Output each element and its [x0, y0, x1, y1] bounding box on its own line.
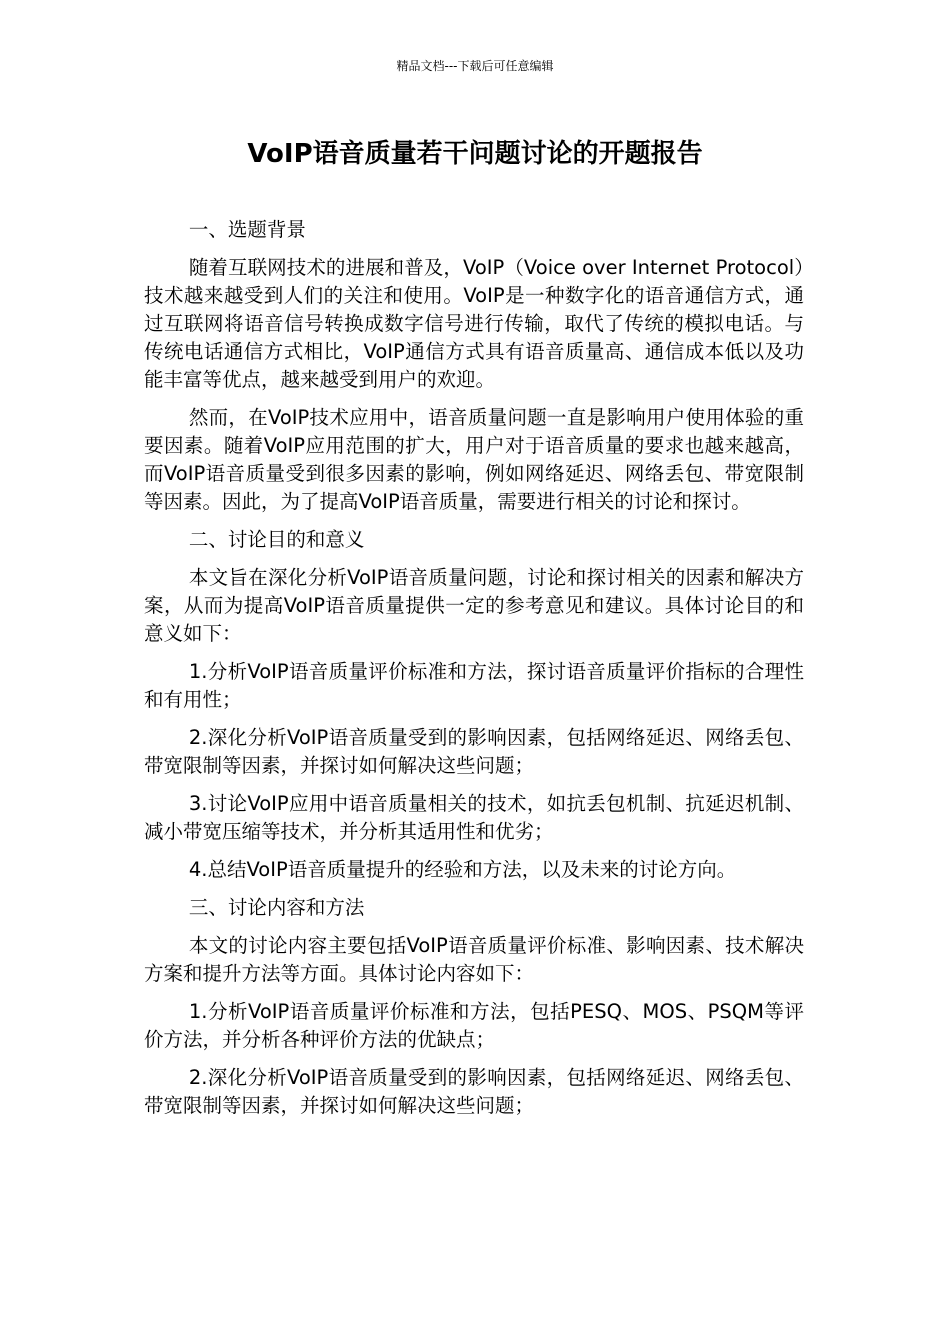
section-heading-background: 一、选题背景: [188, 218, 306, 241]
list-item-purpose-2: 2.深化分析VoIP语音质量受到的影响因素，包括网络延迟、网络丢包、带宽限制等因素，并探讨如何解决这些问题；: [144, 726, 804, 777]
list-item-content-1: 1.分析VoIP语音质量评价标准和方法，包括PESQ、MOS、PSQM等评价方法，并分析各种评价方法的优缺点；: [144, 1000, 804, 1051]
document-body: [144, 216, 804, 1130]
document-title: VoIP语音质量若干问题讨论的开题报告: [247, 139, 703, 169]
section-heading-purpose: 二、讨论目的和意义: [188, 528, 365, 551]
list-item-content-2: 2.深化分析VoIP语音质量受到的影响因素，包括网络延迟、网络丢包、带宽限制等因素，并探讨如何解决这些问题；: [144, 1066, 804, 1117]
paragraph-purpose-intro: 本文旨在深化分析VoIP语音质量问题，讨论和探讨相关的因素和解决方案，从而为提高VoIP语音质量提供一定的参考意见和建议。具体讨论目的和意义如下：: [144, 566, 804, 645]
list-item-purpose-3: 3.讨论VoIP应用中语音质量相关的技术，如抗丢包机制、抗延迟机制、减小带宽压缩等技术，并分析其适用性和优劣；: [144, 792, 804, 843]
page-header: 精品文档---下载后可任意编辑: [396, 59, 554, 73]
section-heading-content: 三、讨论内容和方法: [188, 896, 365, 919]
paragraph-background-1: 随着互联网技术的进展和普及，VoIP（Voice over Internet Protocol）技术越来越受到人们的关注和使用。VoIP是一种数字化的语音通信方式，通过互联网将语音信号转换成数字信号进行传输，取代了传统的模拟电话。与传统电话通信方式相比，VoIP通信方式具有语音质量高、通信成本低以及功能丰富等优点，越来越受到用户的欢迎。: [144, 256, 804, 391]
paragraph-content-intro: 本文的讨论内容主要包括VoIP语音质量评价标准、影响因素、技术解决方案和提升方法等方面。具体讨论内容如下：: [144, 934, 804, 985]
list-item-purpose-4: 4.总结VoIP语音质量提升的经验和方法，以及未来的讨论方向。: [188, 858, 737, 881]
paragraph-background-2: 然而，在VoIP技术应用中，语音质量问题一直是影响用户使用体验的重要因素。随着VoIP应用范围的扩大，用户对于语音质量的要求也越来越高，而VoIP语音质量受到很多因素的影响，例如网络延迟、网络丢包、带宽限制等因素。因此，为了提高VoIP语音质量，需要进行相关的讨论和探讨。: [144, 406, 804, 513]
list-item-purpose-1: 1.分析VoIP语音质量评价标准和方法，探讨语音质量评价指标的合理性和有用性；: [144, 660, 804, 711]
